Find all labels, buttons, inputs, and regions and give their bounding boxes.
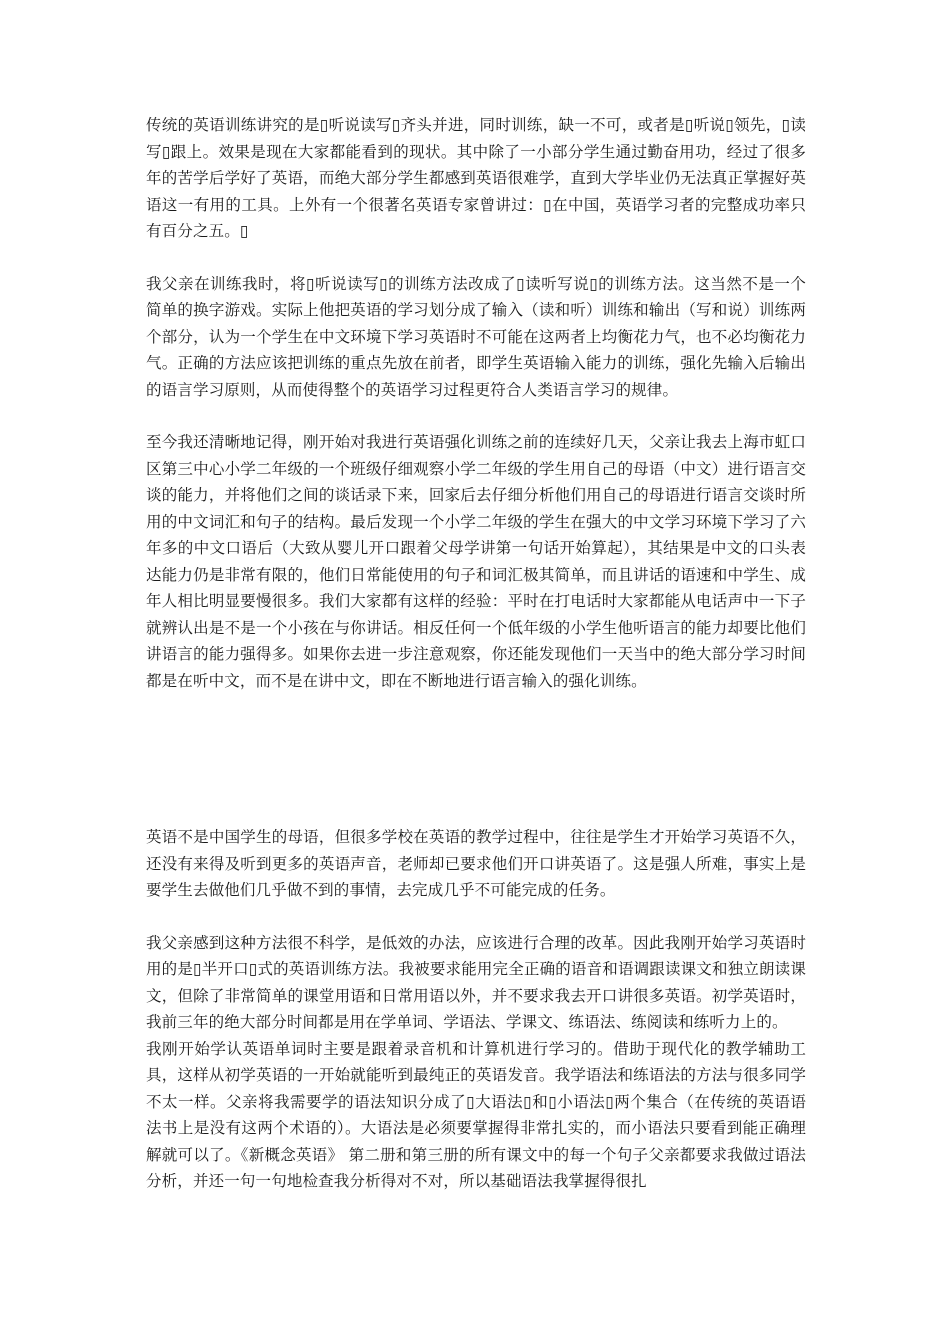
paragraph-3: 至今我还清晰地记得，刚开始对我进行英语强化训练之前的连续好几天，父亲让我去上海市虹口区第三中心小学二年级的一个班级仔细观察小学二年级的学生用自己的母语（中文）进行语言交谈的能力，并将他们之间的谈话录下来，回家后去仔细分析他们用自己的母语进行语言交谈时所用的中文词汇和句子的结构。最后发现一个小学二年级的学生在强大的中文学习环境下学习了六年多的中文口语后（大致从婴儿开口跟着父母学讲第一句话开始算起），其结果是中文的口头表达能力仍是非常有限的，他们日常能使用的句子和词汇极其简单，而且讲话的语速和中学生、成年人相比明显要慢很多。我们大家都有这样的经验：平时在打电话时大家都能从电话声中一下子就辨认出是不是一个小孩在与你讲话。相反任何一个低年级的小学生他听语言的能力却要比他们讲语言的能力强得多。如果你去进一步注意观察，你还能发现他们一天当中的绝大部分学习时间都是在听中文，而不是在讲中文，即在不断地进行语言输入的强化训练。 [146, 433, 806, 690]
paragraph-spacer [146, 245, 806, 271]
document-page [146, 112, 806, 1195]
paragraph-1: 传统的英语训练讲究的是▯听说读写▯齐头并进，同时训练，缺一不可，或者是▯听说▯领先，▯读写▯跟上。效果是现在大家都能看到的现状。其中除了一小部分学生通过勤奋用功，经过了很多年的苦学后学好了英语，而绝大部分学生都感到英语很难学，直到大学毕业仍无法真正掌握好英语这一有用的工具。上外有一个很著名英语专家曾讲过：▯在中国，英语学习者的完整成功率只有百分之五。▯ [146, 116, 806, 240]
paragraph-spacer [146, 403, 806, 429]
section-break [146, 694, 806, 824]
paragraph-5: 我父亲感到这种方法很不科学，是低效的办法，应该进行合理的改革。因此我刚开始学习英语时用的是▯半开口▯式的英语训练方法。我被要求能用完全正确的语音和语调跟读课文和独立朗读课文，但除了非常简单的课堂用语和日常用语以外，并不要求我去开口讲很多英语。初学英语时，我前三年的绝大部分时间都是用在学单词、学语法、学课文、练语法、练阅读和练听力上的。 [146, 933, 806, 1031]
paragraph-4: 英语不是中国学生的母语，但很多学校在英语的教学过程中，往往是学生才开始学习英语不久，还没有来得及听到更多的英语声音，老师却已要求他们开口讲英语了。这是强人所难，事实上是要学生去做他们几乎做不到的事情，去完成几乎不可能完成的任务。 [146, 828, 806, 899]
paragraph-6: 我刚开始学认英语单词时主要是跟着录音机和计算机进行学习的。借助于现代化的教学辅助工具，这样从初学英语的一开始就能听到最纯正的英语发音。我学语法和练语法的方法与很多同学不太一样。父亲将我需要学的语法知识分成了▯大语法▯和▯小语法▯两个集合（在传统的英语语法书上是没有这两个术语的）。大语法是必须要掌握得非常扎实的，而小语法只要看到能正确理解就可以了。《新概念英语》 第二册和第三册的所有课文中的每一个句子父亲都要求我做过语法分析，并还一句一句地检查我分析得对不对，所以基础语法我掌握得很扎 [146, 1039, 806, 1190]
paragraph-spacer [146, 904, 806, 930]
paragraph-2: 我父亲在训练我时，将▯听说读写▯的训练方法改成了▯读听写说▯的训练方法。这当然不是一个简单的换字游戏。实际上他把英语的学习划分成了输入（读和听）训练和输出（写和说）训练两个部分，认为一个学生在中文环境下学习英语时不可能在这两者上均衡花力气，也不必均衡花力气。正确的方法应该把训练的重点先放在前者，即学生英语输入能力的训练，强化先输入后输出的语言学习原则，从而使得整个的英语学习过程更符合人类语言学习的规律。 [146, 274, 806, 399]
